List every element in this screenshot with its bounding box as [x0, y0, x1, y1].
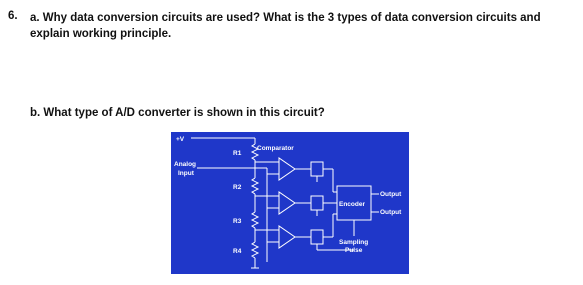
resistor-r2-label: R2: [233, 184, 242, 191]
output-label-2: Output: [380, 209, 402, 216]
sampling-label: Sampling: [339, 239, 369, 246]
comparator-label: Comparator: [257, 145, 294, 152]
encoder-label: Encoder: [339, 201, 366, 208]
analog-label: Analog: [174, 161, 197, 168]
flash-adc-diagram: [171, 132, 409, 274]
question-number: 6.: [8, 10, 18, 22]
question-part-b: b. What type of A/D converter is shown in this circuit?: [30, 107, 325, 119]
input-label: Input: [178, 170, 194, 177]
output-label-1: Output: [380, 191, 402, 198]
vplus-label: +V: [176, 136, 185, 143]
question-part-a: a. Why data conversion circuits are used? What is the 3 types of data conversion circuits and explain working principle.: [30, 12, 541, 40]
resistor-r1-label: R1: [233, 150, 242, 157]
resistor-r4-label: R4: [233, 248, 242, 255]
resistor-r3-label: R3: [233, 218, 242, 225]
diagram-background: [171, 132, 409, 274]
pulse-label: Pulse: [345, 247, 363, 254]
